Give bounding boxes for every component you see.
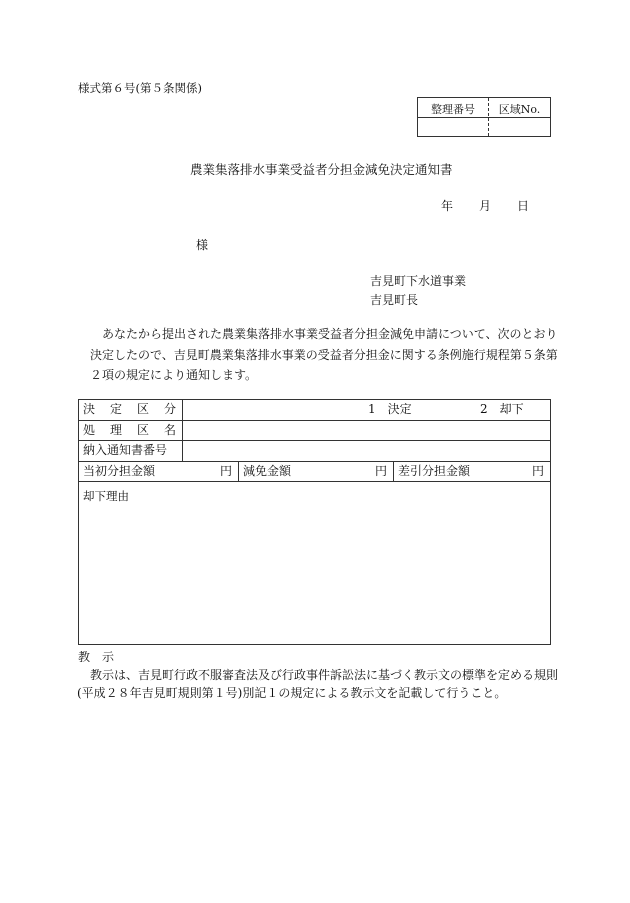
- notice-number-row: [79, 441, 550, 462]
- decision-category-row: [79, 400, 550, 421]
- yen-unit: 円: [374, 463, 387, 478]
- body-line: ２項の規定により通知します。: [90, 368, 258, 382]
- initial-amount-label: 当初分担金額: [83, 463, 156, 478]
- decision-category-label: 決 定 区 分: [79, 400, 183, 420]
- decision-option-approve: 1 決定: [368, 402, 412, 416]
- addressee-honorific: 様: [196, 238, 209, 252]
- balance-amount-label: 差引分担金額: [398, 463, 471, 478]
- rejection-reason-label: 却下理由: [83, 489, 129, 503]
- instruction-heading: 教 示: [78, 650, 115, 664]
- date-year: 年: [441, 199, 454, 213]
- reduction-amount-cell: [239, 462, 394, 482]
- amounts-row: [79, 462, 550, 483]
- yen-unit: 円: [219, 463, 232, 478]
- instruction-text-line: (平成２８年吉見町規則第１号)別記１の規定による教示文を記載して行うこと。: [77, 686, 507, 700]
- decision-category-value: [183, 400, 550, 420]
- date-day: 日: [517, 199, 530, 213]
- body-line: あなたから提出された農業集落排水事業受益者分担金減免申請について、次のとおり: [102, 327, 558, 341]
- process-district-label: 処 理 区 名: [79, 421, 183, 441]
- balance-amount-cell: [394, 462, 550, 482]
- notice-body: [78, 324, 558, 386]
- reference-number-box: [417, 97, 551, 137]
- body-line: 決定したので、吉見町農業集落排水事業の受益者分担金に関する条例施行規程第５条第: [90, 347, 558, 362]
- district-number-label: 区域No.: [498, 103, 541, 116]
- reference-number-label: 整理番号: [431, 103, 475, 116]
- date-month: 月: [479, 199, 492, 213]
- instruction-text-line: 教示は、吉見町行政不服審査法及び行政事件訴訟法に基づく教示文の標準を定める規則: [90, 668, 559, 682]
- yen-unit: 円: [531, 463, 544, 478]
- sender-title: 吉見町長: [370, 293, 419, 307]
- process-district-row: [79, 421, 550, 442]
- date-line: [441, 197, 529, 214]
- process-district-value: [183, 421, 550, 441]
- form-number: 様式第６号(第５条関係): [78, 81, 202, 95]
- reduction-amount-label: 減免金額: [243, 463, 292, 478]
- initial-amount-cell: [79, 462, 239, 482]
- notice-number-label: 納入通知書番号: [79, 441, 183, 461]
- notice-number-value: [183, 441, 550, 461]
- decision-option-reject: 2 却下: [480, 402, 524, 416]
- document-title: 農業集落排水事業受益者分担金減免決定通知書: [190, 162, 453, 177]
- sender-organization: 吉見町下水道事業: [370, 274, 467, 288]
- decision-table: [78, 399, 551, 645]
